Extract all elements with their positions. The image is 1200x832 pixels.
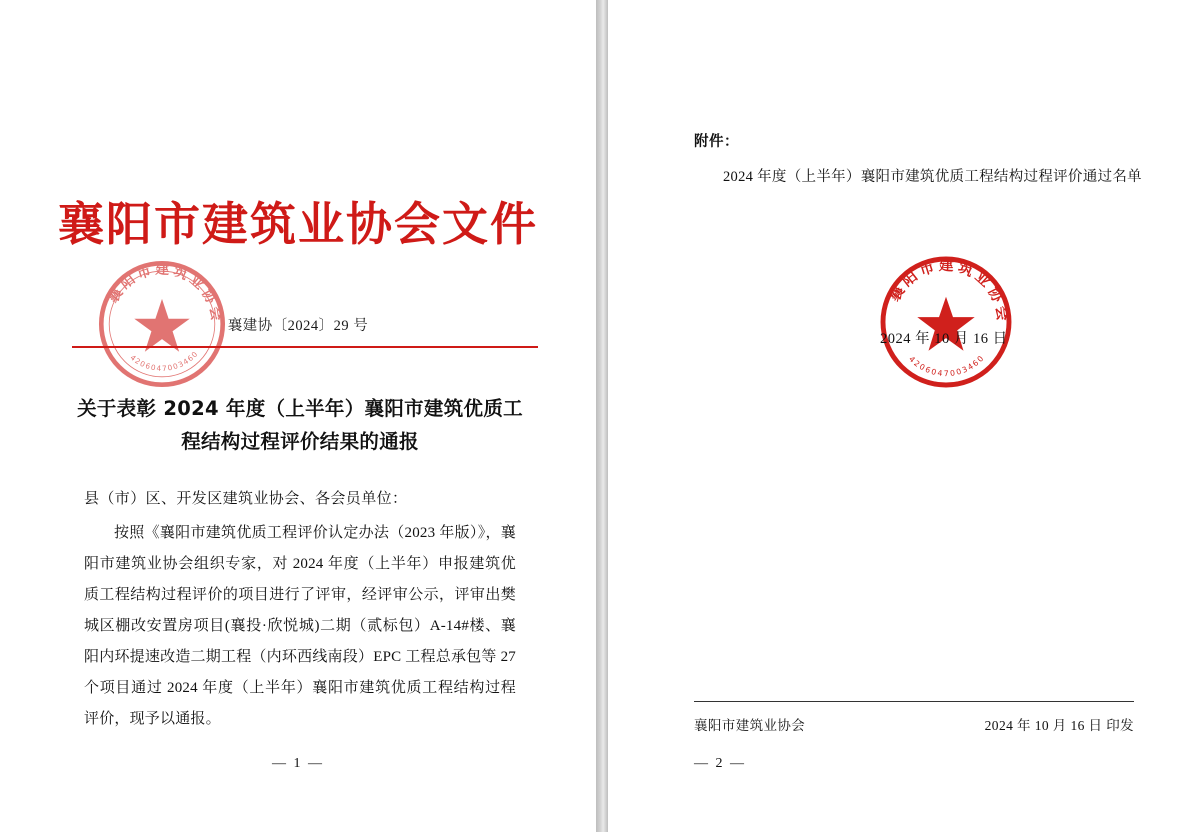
svg-text:4206047003460: 4206047003460: [128, 348, 201, 373]
document-page-1: [0, 0, 596, 832]
page-number-left: — 1 —: [272, 756, 324, 771]
document-headline: 关于表彰 2024 年度（上半年）襄阳市建筑优质工程结构过程评价结果的通报: [77, 397, 523, 453]
footer-issue-date: 2024 年 10 月 16 日 印发: [984, 718, 1134, 733]
document-addressee: 县（市）区、开发区建筑业协会、各会员单位：: [84, 491, 408, 507]
document-body: [84, 518, 516, 735]
attachment-label: 附件：: [694, 134, 739, 150]
agency-seal-stamp: [876, 252, 1016, 392]
attachment-title-text: 2024 年度（上半年）襄阳市建筑优质工程结构过程评价通过名单: [723, 169, 1142, 185]
page-gutter: [596, 0, 608, 832]
document-page-2: [608, 0, 1200, 832]
svg-text:襄阳市建筑业协会: 襄阳市建筑业协会: [886, 256, 1012, 326]
document-body-paragraph: 按照《襄阳市建筑优质工程评价认定办法（2023 年版）》，襄阳市建筑业协会组织专家，对 2024 年度（上半年）申报建筑优质工程结构过程评价的项目进行了评审，经评审公示，评审出樊城区棚改安置房项目(襄投·欣悦城)二期（贰标包）A-14#楼、襄阳内环提速改造二期工程（内环西线南段）EPC 工程总承包等 27 个项目通过 2024 年度（上半年）襄阳市建筑优质工程结构过程评价，现予以通报。: [84, 525, 516, 727]
page-number-right: — 2 —: [694, 756, 746, 771]
red-divider-rule: [72, 346, 538, 348]
svg-text:4206047003460: 4206047003460: [907, 352, 987, 379]
footer-divider: [694, 701, 1134, 702]
document-number: 襄建协〔2024〕29 号: [227, 318, 369, 334]
svg-text:襄阳市建筑业协会: 襄阳市建筑业协会: [105, 261, 225, 326]
footer-row: [694, 714, 1134, 734]
seal-date: 2024 年 10 月 16 日: [880, 331, 1008, 347]
footer-organization: 襄阳市建筑业协会: [694, 718, 806, 733]
organization-title: 襄阳市建筑业协会文件: [58, 197, 538, 251]
attachment-title: [694, 162, 1142, 193]
